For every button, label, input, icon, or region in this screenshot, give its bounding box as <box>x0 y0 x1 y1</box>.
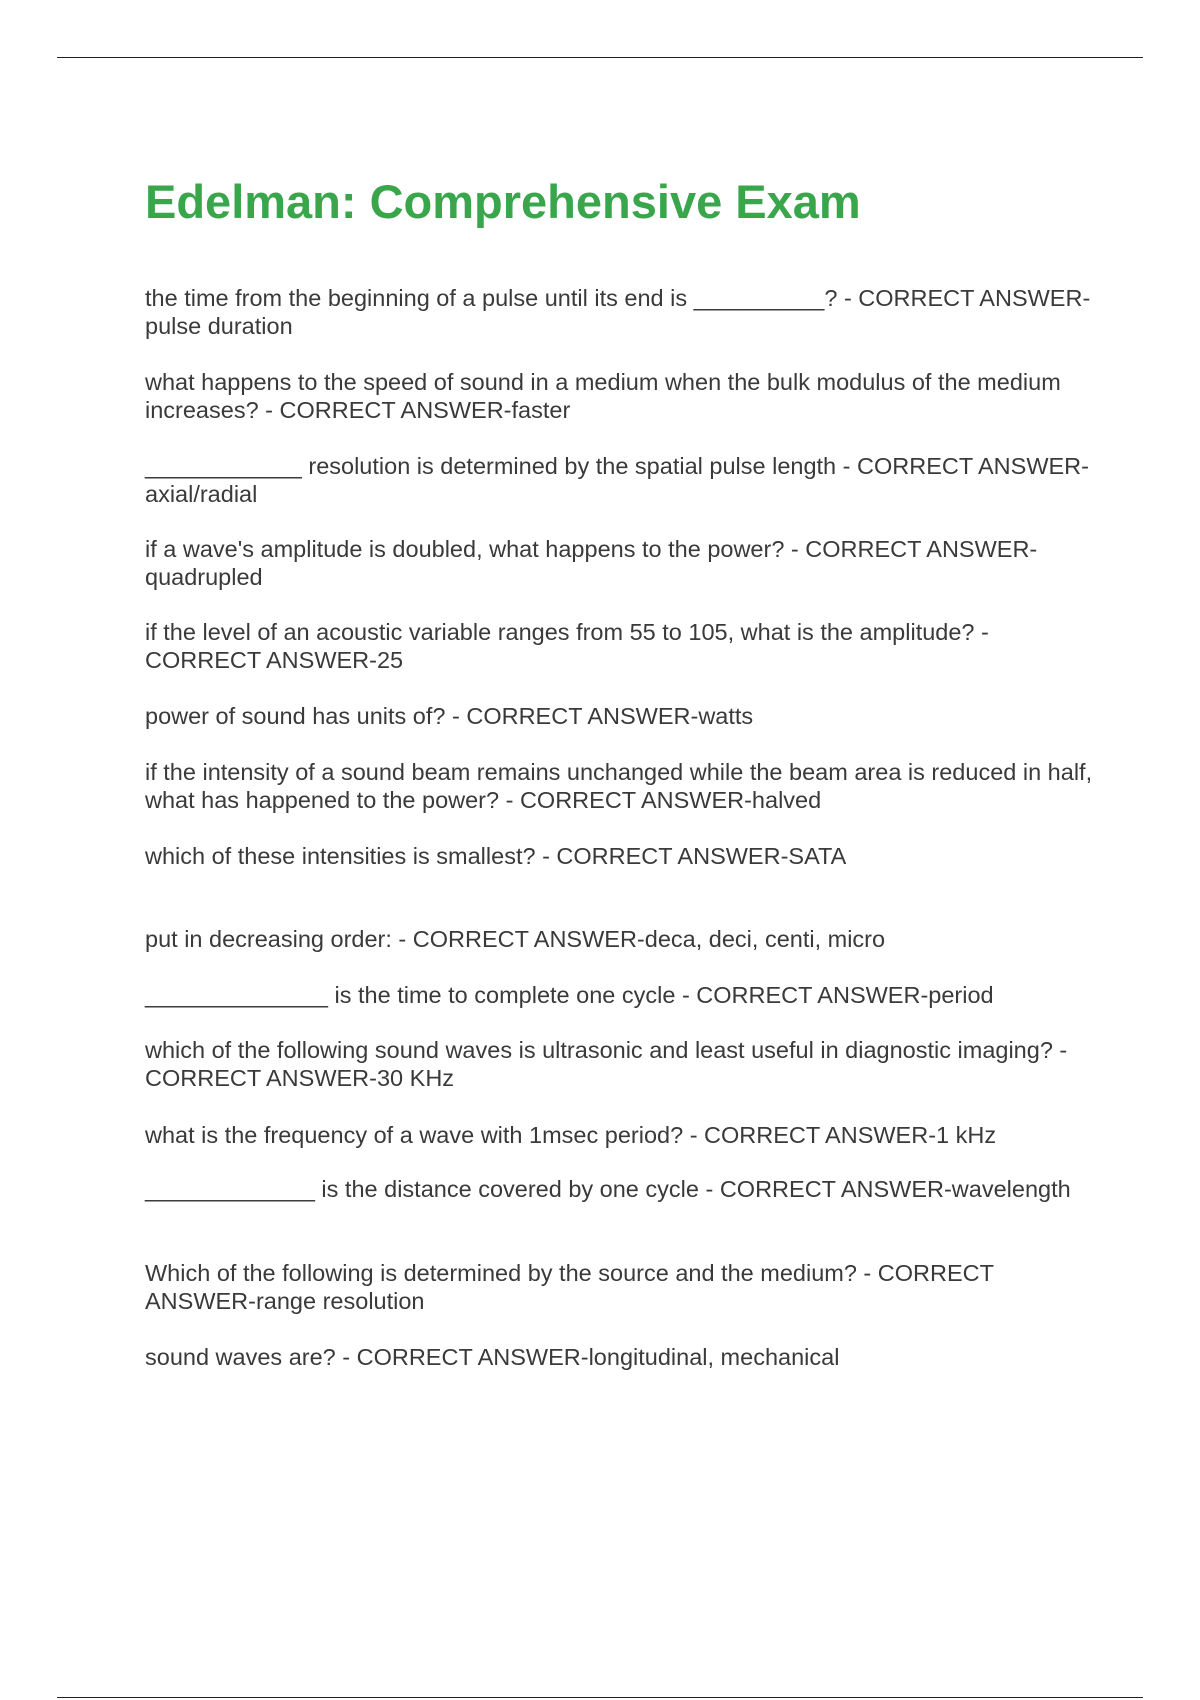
qa-item-12: what is the frequency of a wave with 1msec period? - CORRECT ANSWER-1 kHz <box>145 1122 997 1148</box>
qa-item-15: sound waves are? - CORRECT ANSWER-longitudinal, mechanical <box>145 1344 840 1370</box>
qa-item-2: what happens to the speed of sound in a medium when the bulk modulus of the medium increases? - CORRECT ANSWER-faster <box>145 369 1061 423</box>
qa-item-7: if the intensity of a sound beam remains unchanged while the beam area is reduced in half, what has happened to the power? - CORRECT ANSWER-halved <box>145 759 1093 813</box>
qa-item-14: Which of the following is determined by the source and the medium? - CORRECT ANSWER-range resolution <box>145 1260 994 1314</box>
top-rule <box>57 57 1143 58</box>
qa-item-6: power of sound has units of? - CORRECT ANSWER-watts <box>145 703 754 729</box>
qa-item-1: the time from the beginning of a pulse until its end is __________? - CORRECT ANSWER-pulse duration <box>145 285 1091 339</box>
qa-item-10: ______________ is the time to complete one cycle - CORRECT ANSWER-period <box>145 982 994 1008</box>
page-title: Edelman: Comprehensive Exam <box>145 175 861 228</box>
qa-item-4: if a wave's amplitude is doubled, what happens to the power? - CORRECT ANSWER-quadrupled <box>145 536 1038 590</box>
bottom-rule <box>57 1697 1143 1698</box>
qa-item-13: _____________ is the distance covered by one cycle - CORRECT ANSWER-wavelength <box>145 1176 1071 1202</box>
qa-item-5: if the level of an acoustic variable ranges from 55 to 105, what is the amplitude? - CORRECT ANSWER-25 <box>145 619 989 673</box>
qa-item-11: which of the following sound waves is ultrasonic and least useful in diagnostic imaging? - CORRECT ANSWER-30 KHz <box>145 1037 1068 1091</box>
qa-item-3: ____________ resolution is determined by the spatial pulse length - CORRECT ANSWER-axial/radial <box>145 453 1089 507</box>
qa-item-8: which of these intensities is smallest? - CORRECT ANSWER-SATA <box>145 843 847 869</box>
qa-item-9: put in decreasing order: - CORRECT ANSWER-deca, deci, centi, micro <box>145 926 886 952</box>
